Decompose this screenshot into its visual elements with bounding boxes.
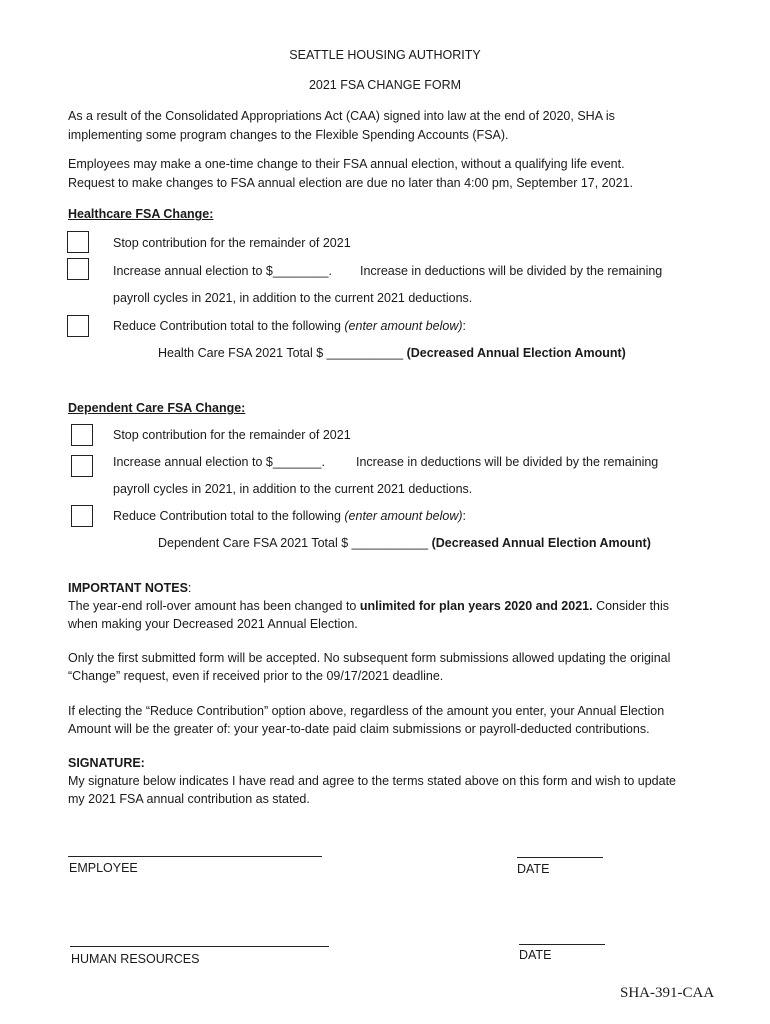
- signature-text-line-2: my 2021 FSA annual contribution as stated.: [68, 792, 310, 806]
- dependent-stop-label: Stop contribution for the remainder of 2021: [113, 428, 351, 442]
- healthcare-increase-label: Increase annual election to $________.: [113, 264, 332, 278]
- healthcare-increase-checkbox[interactable]: [67, 258, 89, 280]
- employee-date-line[interactable]: [517, 857, 603, 858]
- dependent-stop-checkbox[interactable]: [71, 424, 93, 446]
- signature-text-line-1: My signature below indicates I have read and agree to the terms stated above on this form and wish to update: [68, 774, 676, 788]
- dependent-reduce-label: Reduce Contribution total to the following (enter amount below):: [113, 509, 466, 523]
- dependent-heading: Dependent Care FSA Change:: [68, 401, 246, 415]
- note-1-line-1: The year-end roll-over amount has been changed to unlimited for plan years 2020 and 2021. Consider this: [68, 599, 670, 613]
- dependent-increase-note: Increase in deductions will be divided by the remaining: [356, 455, 659, 469]
- employee-label: EMPLOYEE: [69, 861, 138, 875]
- note-3-line-2: Amount will be the greater of: your year-to-date paid claim submissions or payroll-deducted contributions.: [68, 722, 650, 736]
- note-3-line-1: If electing the “Reduce Contribution” option above, regardless of the amount you enter, your Annual Election: [68, 704, 665, 718]
- healthcare-stop-checkbox[interactable]: [67, 231, 89, 253]
- intro-paragraph-1-line-2: implementing some program changes to the Flexible Spending Accounts (FSA).: [68, 128, 509, 142]
- organization-name: SEATTLE HOUSING AUTHORITY: [289, 48, 481, 62]
- form-code: SHA-391-CAA: [620, 985, 715, 1001]
- healthcare-stop-label: Stop contribution for the remainder of 2021: [113, 236, 351, 250]
- employee-date-label: DATE: [517, 862, 550, 876]
- note-1-line-2: when making your Decreased 2021 Annual Election.: [68, 617, 358, 631]
- healthcare-total-line[interactable]: Health Care FSA 2021 Total $ ___________ (Decreased Annual Election Amount): [158, 346, 626, 360]
- intro-paragraph-1-line-1: As a result of the Consolidated Appropriations Act (CAA) signed into law at the end of 2020, SHA is: [68, 109, 615, 123]
- dependent-increase-continuation: payroll cycles in 2021, in addition to the current 2021 deductions.: [113, 482, 473, 496]
- healthcare-increase-note: Increase in deductions will be divided by the remaining: [360, 264, 663, 278]
- intro-paragraph-2-line-2: Request to make changes to FSA annual election are due no later than 4:00 pm, September 17, 2021.: [68, 176, 633, 190]
- hr-date-label: DATE: [519, 948, 552, 962]
- healthcare-reduce-hint: (enter amount below): [344, 319, 463, 333]
- hr-label: HUMAN RESOURCES: [71, 952, 200, 966]
- note-2-line-1: Only the first submitted form will be accepted. No subsequent form submissions allowed updating the original: [68, 651, 671, 665]
- healthcare-reduce-checkbox[interactable]: [67, 315, 89, 337]
- note-2-line-2: “Change” request, even if received prior to the 09/17/2021 deadline.: [68, 669, 444, 683]
- intro-paragraph-2-line-1: Employees may make a one-time change to their FSA annual election, without a qualifying life event.: [68, 157, 625, 171]
- form-title: 2021 FSA CHANGE FORM: [308, 78, 462, 92]
- signature-heading: SIGNATURE:: [68, 756, 145, 770]
- employee-signature-line[interactable]: [68, 856, 322, 857]
- healthcare-heading: Healthcare FSA Change:: [68, 207, 214, 221]
- dependent-increase-checkbox[interactable]: [71, 455, 93, 477]
- dependent-increase-label: Increase annual election to $_______.: [113, 455, 325, 469]
- dependent-total-line[interactable]: Dependent Care FSA 2021 Total $ ___________ (Decreased Annual Election Amount): [158, 536, 651, 550]
- dependent-reduce-hint: (enter amount below): [344, 509, 463, 523]
- notes-heading: IMPORTANT NOTES:: [68, 581, 192, 595]
- hr-date-line[interactable]: [519, 944, 605, 945]
- healthcare-reduce-label: Reduce Contribution total to the following (enter amount below):: [113, 319, 466, 333]
- healthcare-increase-continuation: payroll cycles in 2021, in addition to the current 2021 deductions.: [113, 291, 473, 305]
- hr-signature-line[interactable]: [70, 946, 329, 947]
- dependent-reduce-checkbox[interactable]: [71, 505, 93, 527]
